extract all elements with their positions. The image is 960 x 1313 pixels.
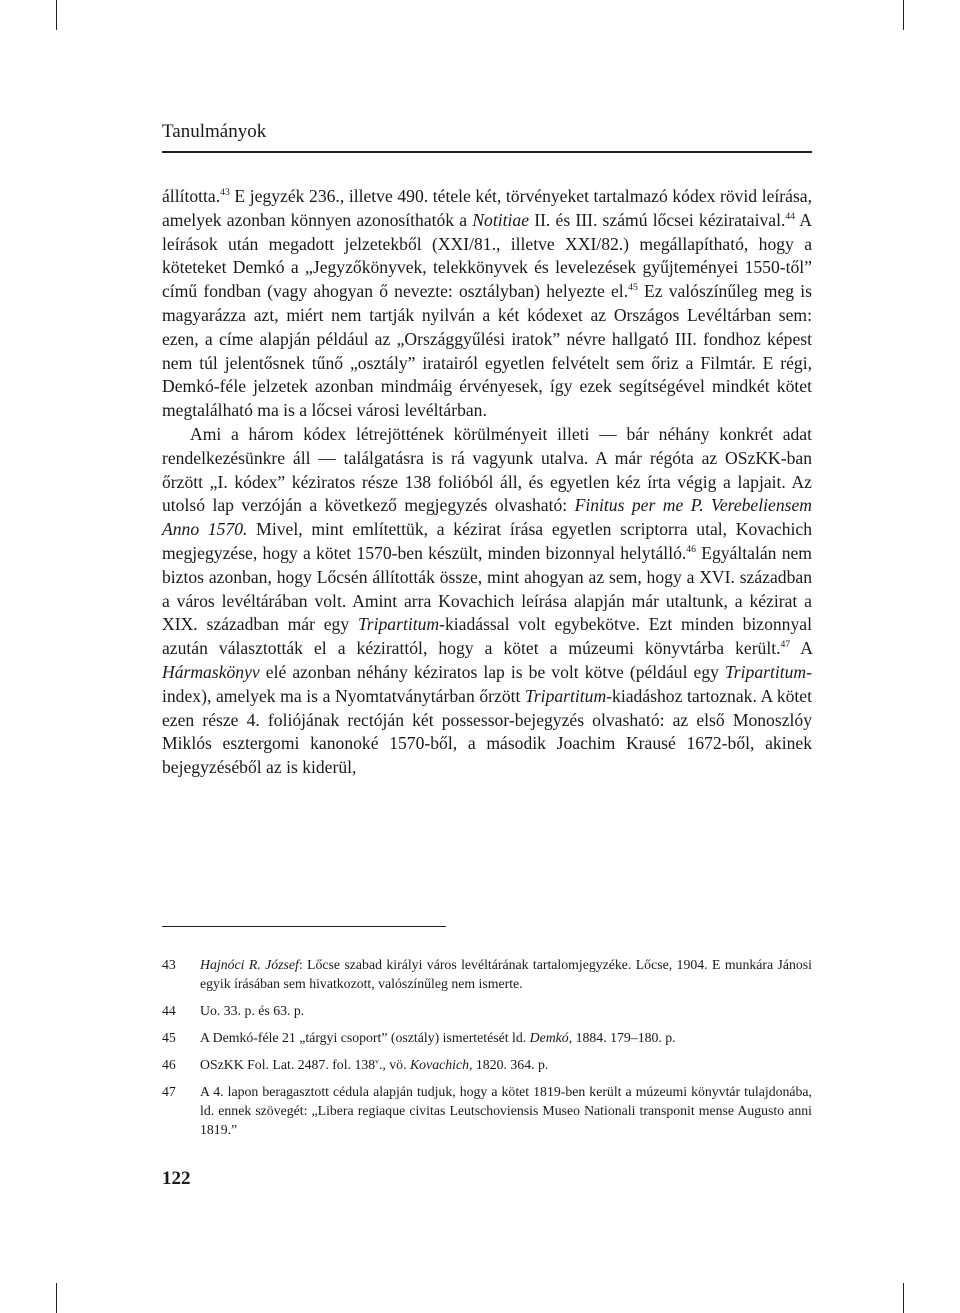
footnote-ref-45[interactable]: 45 [628, 282, 638, 294]
footnote-44 [162, 1001, 812, 1020]
footnote-ref-46[interactable]: 46 [686, 544, 696, 556]
paragraph-1: állította.$^{43}$ E jegyzék 236., illetve 490. tétele két, törvényeket tartalmazó kódex rövid leírása, amelyek azonban könnyen azonosíthatók a Notitiae II. és III. számú lőcsei kézirataival.$^{44}$ A leírások után megadott jelzetekből (XXI/81., illetve XXI/82.) megállapítható, hogy a köteteket Demkó a „Jegyzőkönyvek, telekkönyvek és levelezések gyűjteményei 1550-től” című fondban (vagy ahogyan ő nevezte: osztályban) helyezte el.$^{45}$ Ez valószínűleg meg is magyarázza azt, miért nem tartják nyilván a két kódexet az Országos Levéltárban sem: ezen, a címe alapján például az „Országgyűlési iratok” névre hallgató III. fondhoz képest nem túl jelentősnek tűnő „osztály” iratairól egyetlen felvételt sem őriz a Filmtár. E régi, Demkó-féle jelzetek azonban mindmáig érvényesek, így ezek segítségével mindkét kötet megtalálható ma is a lőcsei városi levéltárban. [162, 186, 812, 421]
footnote-43 [162, 955, 812, 993]
footnote-number: 45 [162, 1030, 176, 1045]
footnote-47 [162, 1082, 812, 1139]
footnote-number: 43 [162, 957, 176, 972]
body-text [162, 185, 812, 780]
page-number: 122 [162, 1168, 191, 1189]
footnote-rule [162, 926, 446, 927]
footnote-ref-44[interactable]: 44 [785, 211, 796, 223]
footnote-text: A Demkó-féle 21 „tárgyi csoport” (osztály) ismertetését ld. Demkó, 1884. 179–180. p. [200, 1030, 676, 1045]
running-head: Tanulmányok [162, 121, 267, 142]
crop-mark-bottom-left [56, 1283, 57, 1313]
paragraph-2: Ami a három kódex létrejöttének körülményeit illeti — bár néhány konkrét adat rendelkezésünkre áll — találgatásra is rá vagyunk utalva. A már régóta az OSzKK-ban őrzött „I. kódex” kéziratos része 138 folióból áll, és egyetlen kéz írta végig a lapjait. Az utolsó lap verzóján a következő megjegyzés olvasható: Finitus per me P. Verebeliensem Anno 1570. Mivel, mint említettük, a kézirat írása egyetlen scriptorra utal, Kovachich megjegyzése, hogy a kötet 1570-ben készült, minden bizonnyal helytálló.$^{46}$ Egyáltalán nem biztos azonban, hogy Lőcsén állították össze, mint ahogyan az sem, hogy a XVI. században a város levéltárában volt. Amint arra Kovachich leírása alapján már utaltunk, a kézirat a XIX. században már egy Tripartitum-kiadással volt egybekötve. Ezt minden bizonnyal azután választották el a kézirattól, hogy a kötet a múzeumi könyvtárba került.$^{47}$ A Hármaskönyv elé azonban néhány kéziratos lap is be volt kötve (például egy Tripartitum-index), amelyek ma is a Nyomtatványtárban őrzött Tripartitum-kiadáshoz tartoznak. A kötet ezen része 4. foliójának rectóján két possessor-bejegyzés olvasható: az első Monoszlóy Miklós esztergomi kanonoké 1570-ből, a második Joachim Krausé 1672-ből, akinek bejegyzéséből az is kiderül, [162, 423, 813, 778]
footnote-text: OSzKK Fol. Lat. 2487. fol. 138$^v$., vö. Kovachich, 1820. 364. p. [200, 1056, 549, 1072]
header-rule [162, 151, 812, 153]
crop-mark-bottom-right [903, 1283, 904, 1313]
footnote-46 [162, 1055, 812, 1074]
crop-mark-top-left [56, 0, 57, 30]
footnote-number: 47 [162, 1084, 176, 1099]
footnote-text: Uo. 33. p. és 63. p. [200, 1003, 305, 1018]
footnote-ref-43[interactable]: 43 [220, 187, 230, 199]
footnote-text: A 4. lapon beragasztott cédula alapján tudjuk, hogy a kötet 1819-ben került a múzeumi könyvtár tulajdonába, ld. ennek szövegét: „Libera regiaque civitas Leutschoviensis Museo Nationali transponit mense Augusto anni 1819.” [200, 1084, 812, 1137]
footnote-ref-47[interactable]: 47 [780, 639, 791, 651]
footnote-number: 44 [162, 1003, 176, 1018]
footnote-text: Hajnóci R. József: Lőcse szabad királyi város levéltárának tartalomjegyzéke. Lőcse, 1904. E munkára Jánosi egyik írásában sem hivatkozott, valószínűleg nem ismerte. [200, 957, 812, 991]
footnotes [162, 955, 812, 1147]
crop-mark-top-right [903, 0, 904, 30]
footnote-45 [162, 1028, 812, 1047]
footnote-number: 46 [162, 1057, 176, 1072]
